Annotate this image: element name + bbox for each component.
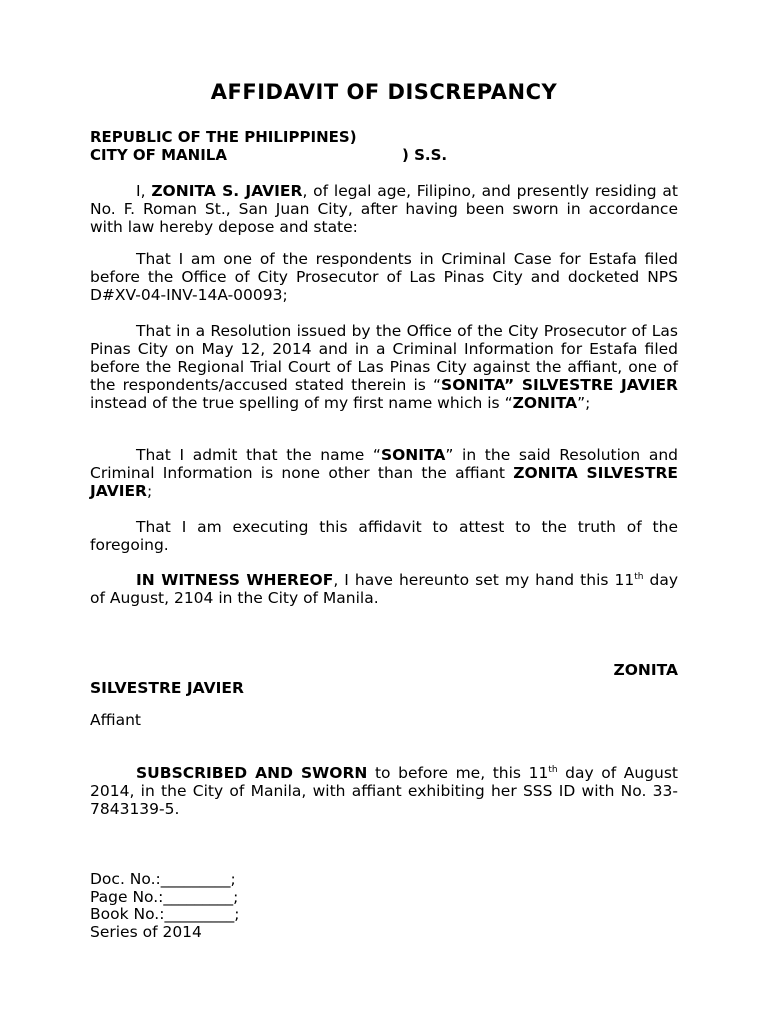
caption-city-row [90, 146, 678, 164]
paragraph-resolution [90, 322, 678, 412]
paragraph-case-info: That I am one of the respondents in Criminal Case for Estafa filed before the Office of City Prosecutor of Las Pinas City and docketed NPS D#XV-04-INV-14A-00093; [90, 250, 678, 304]
text: instead of the true spelling of my first name which is “ [90, 394, 513, 412]
text: That in a Resolution issued by the Office of the City Prosecutor of Las Pinas City on May 12, 2014 and in a Criminal Information for Estafa filed before the Regional Trial Court of Las Pinas City against the affiant, one of the respondents/accused stated therein is “ [90, 322, 678, 394]
correct-name: ZONITA [512, 394, 578, 412]
text: That I admit that the name “ [136, 446, 381, 464]
book-number: Book No.:_________; [90, 905, 240, 923]
signature-first-name: ZONITA [613, 661, 678, 679]
wrong-name: SONITA [380, 446, 446, 464]
paragraph-affiant-intro [90, 182, 678, 236]
caption-city: CITY OF MANILA [90, 146, 227, 164]
page-number: Page No.:_________; [90, 887, 239, 906]
witness-heading: IN WITNESS WHEREOF [136, 571, 334, 589]
caption-ss: ) S.S. [402, 146, 448, 164]
text: to before me, this 11 [367, 764, 549, 782]
ordinal-suffix: th [634, 571, 644, 582]
paragraph-witness [90, 571, 678, 607]
text: I, [136, 182, 152, 200]
text: day of August, 2104 in the City of Manila. [90, 571, 678, 607]
paragraph-purpose: That I am executing this affidavit to attest to the truth of the foregoing. [90, 518, 678, 554]
text: ” in the said Resolution and Criminal Information is none other than the affiant [90, 446, 678, 482]
paragraph-jurat [90, 764, 678, 818]
text: , I have hereunto set my hand this 11 [333, 571, 635, 589]
signature-name [90, 661, 678, 697]
text: ; [147, 482, 153, 500]
caption-republic: REPUBLIC OF THE PHILIPPINES) [90, 128, 357, 146]
affiant-name: ZONITA S. JAVIER [151, 182, 303, 200]
signature-role: Affiant [90, 711, 141, 729]
series: Series of 2014 [90, 922, 202, 941]
text: , of legal age, Filipino, and presently residing at No. F. Roman St., San Juan City, after having been sworn in accordance with law hereby depose and state: [90, 182, 678, 236]
jurat-heading: SUBSCRIBED AND SWORN [136, 764, 368, 782]
affiant-full-name: ZONITA SILVESTRE JAVIER [90, 464, 679, 500]
text: ”; [577, 394, 591, 412]
signature-last-name: SILVESTRE JAVIER [90, 679, 244, 697]
doc-number: Doc. No.:_________; [90, 870, 236, 888]
document-title: AFFIDAVIT OF DISCREPANCY [210, 80, 558, 104]
wrong-name: SONITA” SILVESTRE JAVIER [441, 376, 678, 394]
venue-caption [90, 128, 678, 164]
ordinal-suffix: th [548, 764, 558, 775]
text: day of August 2014, in the City of Manila, with affiant exhibiting her SSS ID with No. 33-7843139-5. [90, 764, 678, 818]
notary-details [90, 871, 239, 941]
paragraph-admission [90, 446, 678, 500]
